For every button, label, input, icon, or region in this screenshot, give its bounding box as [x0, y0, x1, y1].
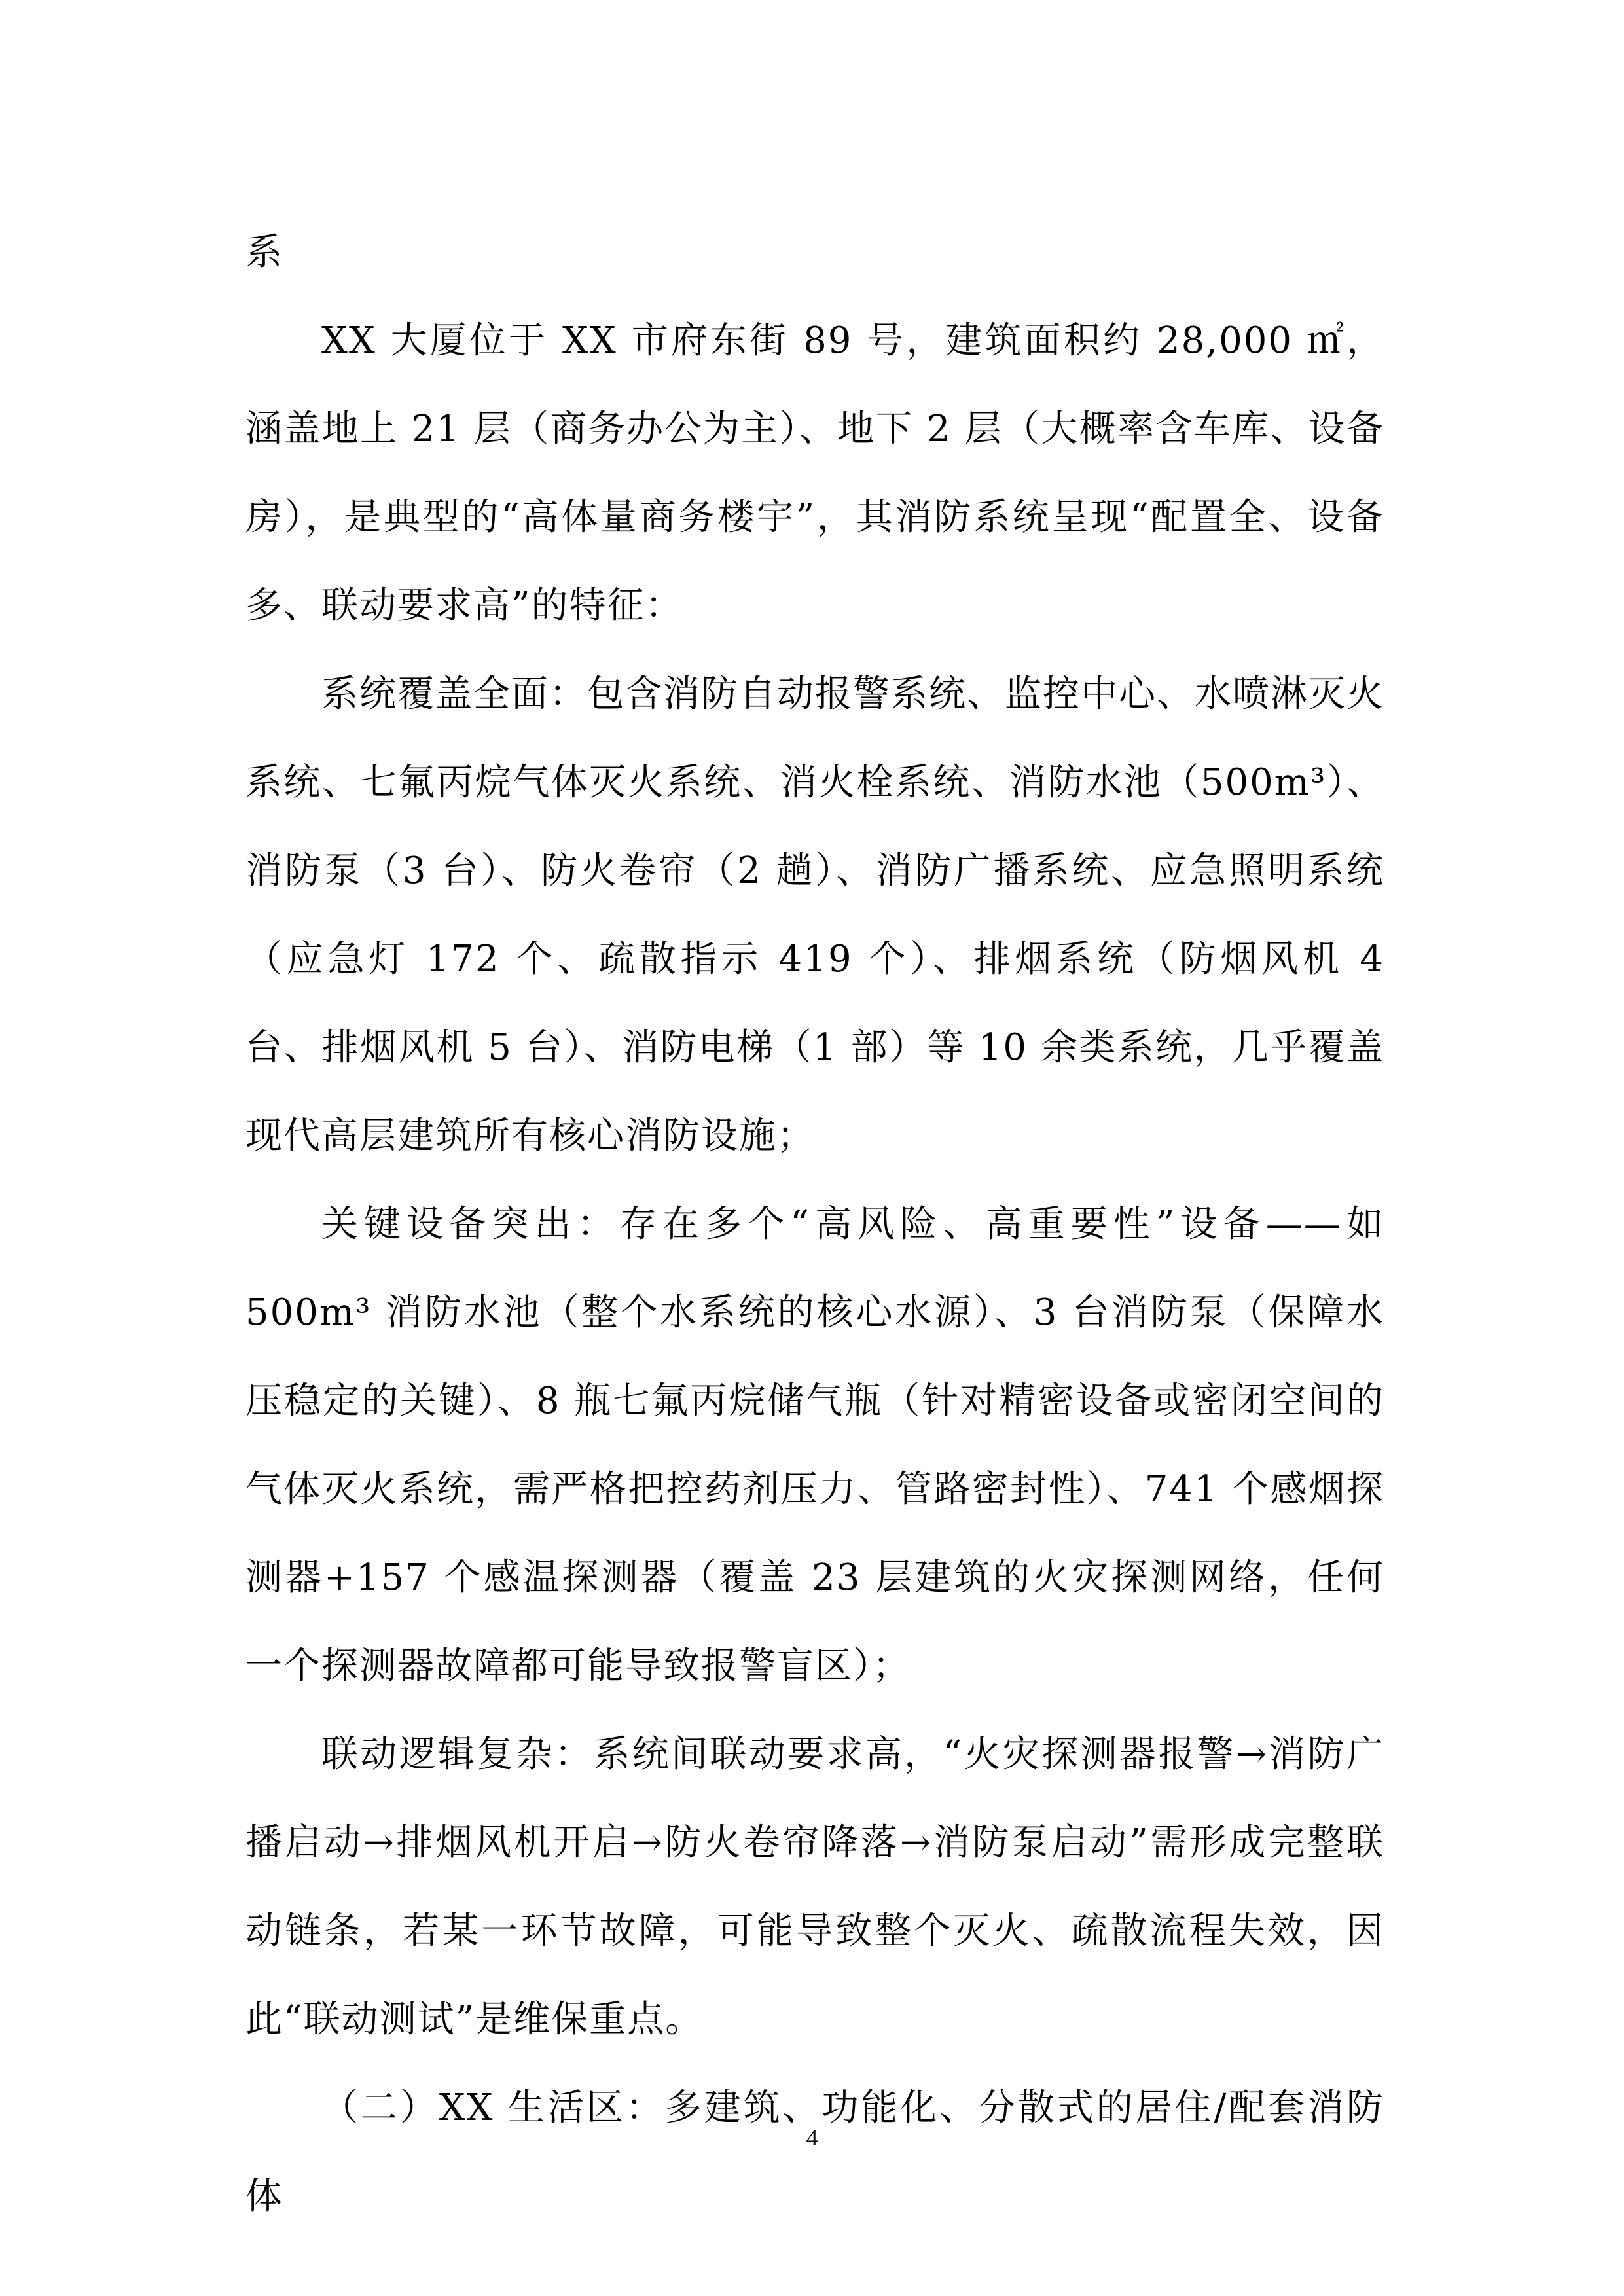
paragraph-linkage-logic: 联动逻辑复杂：系统间联动要求高，“火灾探测器报警→消防广播启动→排烟风机开启→防火卷帘降落→消防泵启动”需形成完整联动链条，若某一环节故障，可能导致整个灭火、疏散流程失效，因此“联动测试”是维保重点。: [245, 1733, 1384, 2041]
page-number: 4: [806, 2125, 818, 2151]
paragraph-key-equipment: 关键设备突出：存在多个“高风险、高重要性”设备——如 500m³ 消防水池（整个水系统的核心水源）、3 台消防泵（保障水压稳定的关键）、8 瓶七氟丙烷储气瓶（针对精密设备或密闭空间的气体灭火系统，需严格把控药剂压力、管路密封性）、741 个感烟探测器+157 个感温探测器（覆盖 23 层建筑的火灾探测网络，任何一个探测器故障都可能导致报警盲区）；: [245, 1203, 1384, 1687]
continuation-text: 系: [245, 231, 283, 274]
paragraph-building-overview: XX 大厦位于 XX 市府东街 89 号，建筑面积约 28,000 ㎡，涵盖地上 21 层（商务办公为主）、地下 2 层（大概率含车库、设备房），是典型的“高体量商务楼宇”，其消防系统呈现“配置全、设备多、联动要求高”的特征：: [245, 319, 1384, 627]
body-text: [245, 208, 1384, 2240]
paragraph-system-coverage: 系统覆盖全面：包含消防自动报警系统、监控中心、水喷淋灭火系统、七氟丙烷气体灭火系统、消火栓系统、消防水池（500m³）、消防泵（3 台）、防火卷帘（2 趟）、消防广播系统、应急照明系统（应急灯 172 个、疏散指示 419 个）、排烟系统（防烟风机 4 台、排烟风机 5 台）、消防电梯（1 部）等 10 余类系统，几乎覆盖现代高层建筑所有核心消防设施；: [245, 673, 1384, 1157]
section-heading: （二）XX 生活区：多建筑、功能化、分散式的居住/配套消防体: [245, 2087, 1384, 2217]
